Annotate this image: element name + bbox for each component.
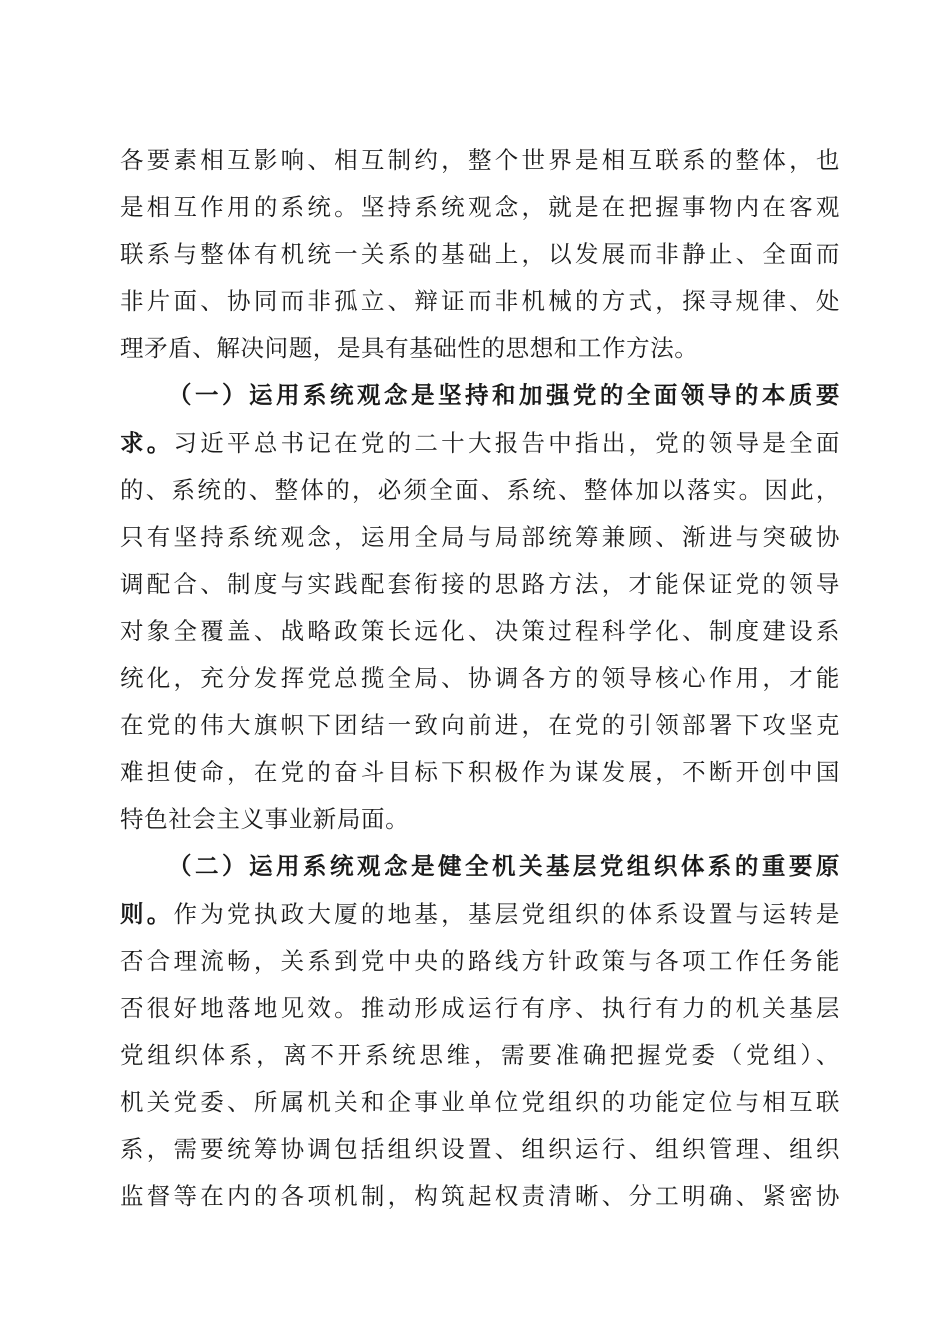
section-1-heading <box>120 372 840 419</box>
text-line-12: 统化，充分发挥党总揽全局、协调各方的领导核心作用，才能 <box>120 664 840 693</box>
text-line-7 <box>120 420 840 467</box>
text-line-20: 党组织体系，离不开系统思维，需要准确把握党委（党组）、 <box>120 1040 840 1069</box>
text-line-5: 理矛盾、解决问题，是具有基础性的思想和工作方法。 <box>120 334 699 363</box>
text-line-8: 的、系统的、整体的，必须全面、系统、整体加以落实。因此， <box>120 475 840 504</box>
text-line-7-rest: 习近平总书记在党的二十大报告中指出，党的领导是全面 <box>173 428 840 457</box>
text-line-11: 对象全覆盖、战略政策长远化、决策过程科学化、制度建设系 <box>120 616 840 645</box>
text-line-4: 非片面、协同而非孤立、辩证而非机械的方式，探寻规律、处 <box>120 287 840 316</box>
section-2-heading-text: （二）运用系统观念是健全机关基层党组织体系的重要原 <box>168 852 840 881</box>
text-line-10: 调配合、制度与实践配套衔接的思路方法，才能保证党的领导 <box>120 569 840 598</box>
text-line-18: 否合理流畅，关系到党中央的路线方针政策与各项工作任务能 <box>120 946 840 975</box>
text-line-15: 特色社会主义事业新局面。 <box>120 805 410 834</box>
text-line-17-rest: 作为党执政大厦的地基，基层党组织的体系设置与运转是 <box>173 899 840 928</box>
text-line-3: 联系与整体有机统一关系的基础上，以发展而非静止、全面而 <box>120 240 840 269</box>
text-line-23: 监督等在内的各项机制，构筑起权责清晰、分工明确、紧密协 <box>120 1182 840 1211</box>
text-line-22: 系，需要统筹协调包括组织设置、组织运行、组织管理、组织 <box>120 1134 840 1163</box>
text-line-9: 只有坚持系统观念，运用全局与局部统筹兼顾、渐进与突破协 <box>120 522 840 551</box>
text-line-13: 在党的伟大旗帜下团结一致向前进，在党的引领部署下攻坚克 <box>120 711 840 740</box>
section-1-heading-text: （一）运用系统观念是坚持和加强党的全面领导的本质要 <box>168 381 840 410</box>
section-2-heading-end: 则。 <box>120 899 174 928</box>
section-1-heading-end: 求。 <box>120 428 174 457</box>
text-line-21: 机关党委、所属机关和企事业单位党组织的功能定位与相互联 <box>120 1087 840 1116</box>
text-line-2: 是相互作用的系统。坚持系统观念，就是在把握事物内在客观 <box>120 193 840 222</box>
section-2-heading <box>120 843 840 890</box>
text-line-14: 难担使命，在党的奋斗目标下积极作为谋发展，不断开创中国 <box>120 758 840 787</box>
text-line-19: 否很好地落地见效。推动形成运行有序、执行有力的机关基层 <box>120 993 840 1022</box>
body-text <box>120 137 840 1220</box>
text-line-1: 各要素相互影响、相互制约，整个世界是相互联系的整体，也 <box>120 146 840 174</box>
text-line-17 <box>120 891 840 938</box>
